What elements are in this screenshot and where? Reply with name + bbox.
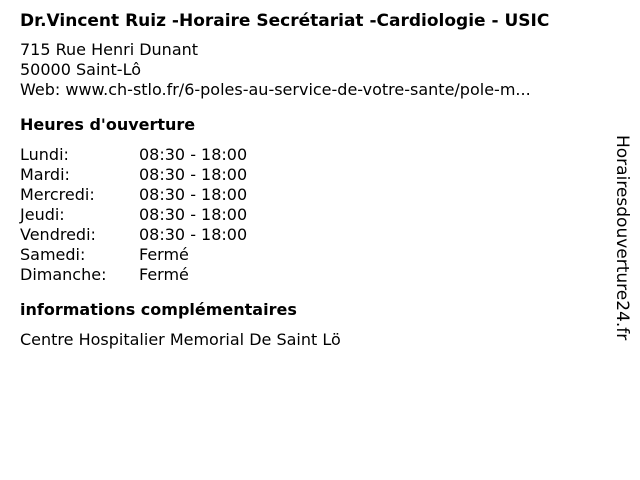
address-street: 715 Rue Henri Dunant: [20, 40, 199, 59]
hours-row-thursday: [20, 205, 610, 225]
hours-table: [20, 145, 610, 285]
hours-row-wednesday: [20, 185, 610, 205]
address-block: [20, 40, 610, 100]
day-label: Mardi:: [20, 165, 70, 184]
address-city: 50000 Saint-Lô: [20, 60, 141, 79]
day-label: Dimanche:: [20, 265, 107, 284]
day-hours: 08:30 - 18:00: [139, 205, 248, 224]
hours-row-monday: [20, 145, 610, 165]
day-hours: 08:30 - 18:00: [139, 185, 248, 204]
hours-row-saturday: [20, 245, 610, 265]
day-label: Mercredi:: [20, 185, 95, 204]
info-text: Centre Hospitalier Memorial De Saint Lö: [20, 330, 341, 349]
website-link[interactable]: Web: www.ch-stlo.fr/6-poles-au-service-de-votre-sante/pole-m...: [20, 80, 531, 99]
hours-heading: Heures d'ouverture: [20, 115, 196, 134]
day-label: Vendredi:: [20, 225, 96, 244]
day-label: Samedi:: [20, 245, 86, 264]
day-hours: 08:30 - 18:00: [139, 145, 248, 164]
hours-row-friday: [20, 225, 610, 245]
hours-row-sunday: [20, 265, 610, 285]
day-hours: 08:30 - 18:00: [139, 165, 248, 184]
page-title: Dr.Vincent Ruiz -Horaire Secrétariat -Cardiologie - USIC: [20, 11, 550, 31]
day-hours: Fermé: [139, 245, 189, 264]
business-card: [20, 12, 610, 350]
info-heading: informations complémentaires: [20, 300, 297, 319]
day-hours: Fermé: [139, 265, 189, 284]
day-label: Lundi:: [20, 145, 69, 164]
hours-row-tuesday: [20, 165, 610, 185]
day-hours: 08:30 - 18:00: [139, 225, 248, 244]
site-watermark: Horairesdouverture24.fr: [612, 135, 632, 341]
day-label: Jeudi:: [20, 205, 65, 224]
